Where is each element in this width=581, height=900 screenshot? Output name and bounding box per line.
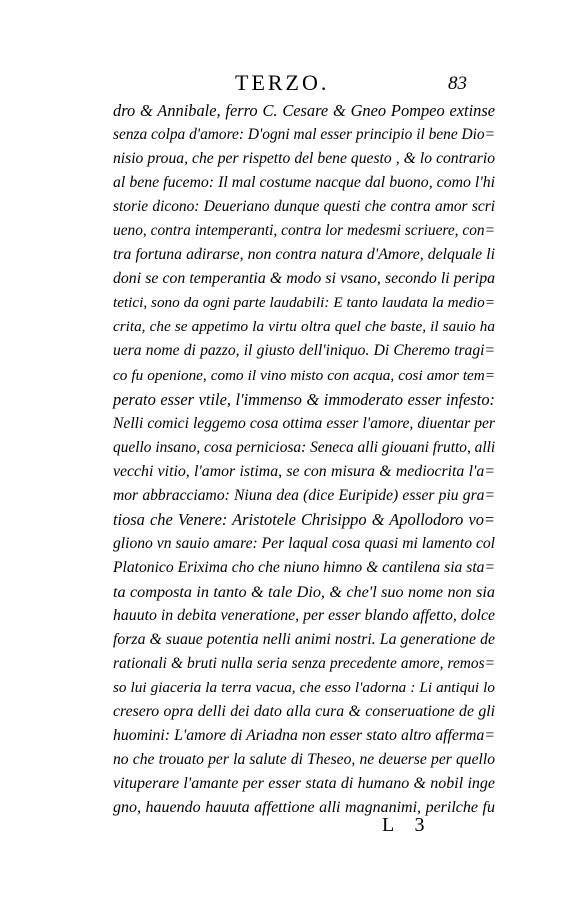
text-line: ta composta in tanto & tale Dio, & che'l suo nome non sia — [113, 582, 495, 601]
text-line: vecchi vitio, l'amor istima, se con misura & mediocrita l'a= — [113, 462, 495, 480]
text-line: cresero opra delli dei dato alla cura & conseruatione de gli — [113, 703, 495, 721]
text-line: Platonico Erixima cho che niuno himno & cantilena sia sta= — [113, 558, 495, 576]
text-line: doni se con temperantia & modo si vsano, secondo li peripa — [113, 270, 495, 288]
text-line: tra fortuna adirarse, non contra natura d'Amore, delquale li — [113, 246, 495, 264]
page-number: 83 — [448, 73, 467, 94]
text-line: hauuto in debita veneratione, per esser blando affetto, dolce — [113, 606, 495, 624]
text-line: tiosa che Venere: Aristotele Chrisippo & Apollodoro vo= — [113, 509, 495, 529]
text-line: al bene fucemo: Il mal costume nacque dal buono, como l'hi — [113, 174, 495, 192]
text-line: forza & suaue potentia nelli animi nostri. La generatione de — [113, 631, 495, 649]
signature-mark: L 3 — [382, 814, 433, 836]
text-line: co fu openione, como il vino misto con acqua, cosi amor tem= — [113, 366, 495, 384]
text-line: gliono vn sauio amare: Per laqual cosa quasi mi lamento col — [113, 534, 495, 552]
text-line: uera nome di pazzo, il giusto dell'iniquo. Di Cheremo tragi= — [113, 342, 495, 360]
text-line: tetici, sono da ogni parte laudabili: E tanto laudata la medio= — [113, 294, 495, 312]
text-line: rationali & bruti nulla seria senza precedente amore, remos= — [113, 655, 495, 673]
text-line: senza colpa d'amore: D'ogni mal esser principio il bene Dio= — [113, 126, 495, 144]
text-line: gno, hauendo hauuta affettione alli magnanimi, perilche fu — [113, 799, 495, 817]
body-text — [113, 99, 495, 820]
text-line: ueno, contra intemperanti, contra lor medesmi scriuere, con= — [113, 222, 495, 240]
text-line: vituperare l'amante per esser stata di humano & nobil inge — [113, 775, 495, 793]
text-line: storie dicono: Deueriano dunque questi che contra amor scri — [113, 198, 495, 216]
text-line: nisio proua, che per rispetto del bene questo , & lo contrario — [113, 150, 495, 168]
text-line: no che trouato per la salute di Theseo, ne deuerse per quello — [113, 751, 495, 769]
text-line: perato esser vtile, l'immenso & immoderato esser infesto: — [113, 389, 495, 409]
text-line: mor abbracciamo: Niuna dea (dice Euripide) esser piu gra= — [113, 486, 495, 504]
running-head — [0, 70, 581, 100]
running-title: TERZO. — [235, 70, 330, 95]
text-line: huomini: L'amore di Ariadna non esser stato altro afferma= — [113, 727, 495, 745]
text-line: so lui giaceria la terra vacua, che esso l'adorna : Li antiqui lo — [113, 679, 495, 697]
text-line: crita, che se appetimo la virtu oltra quel che baste, il sauio ha — [113, 318, 495, 336]
text-line: Nelli comici leggemo cosa ottima esser l'amore, diuentar per — [113, 414, 495, 432]
text-line: dro & Annibale, ferro C. Cesare & Gneo Pompeo extinse — [113, 101, 495, 120]
text-line: quello insano, cosa perniciosa: Seneca alli giouani frutto, alli — [113, 438, 496, 456]
